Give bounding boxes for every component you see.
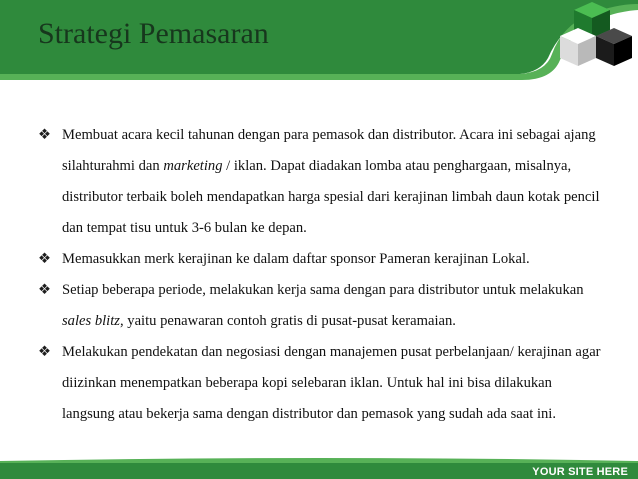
emphasis-text: marketing [163,158,223,174]
bullet-text: Memasukkan merk kerajinan ke dalam daftar sponsor Pameran kerajinan Lokal. [62,251,530,267]
diamond-bullet-icon: ❖ [38,344,52,360]
bullet-text: Melakukan pendekatan dan negosiasi dengan manajemen pusat perbelanjaan/ kerajinan agar diizinkan menempatkan beberapa kopi selebaran iklan. Untuk hal ini bisa dilakukan langsung atau bekerja sama dengan distributor dan pemasok yang sudah ada saat ini. [62,344,601,422]
bullet-item [38,120,608,244]
bullet-list [38,120,608,430]
bullet-text: Membuat acara kecil tahunan dengan para pemasok dan distributor. Acara ini sebagai ajang silahturahmi dan [62,127,596,174]
bullet-text: Setiap beberapa periode, melakukan kerja sama dengan para distributor untuk melakukan [62,282,584,298]
bullet-text: / iklan. Dapat diadakan lomba atau penghargaan, misalnya, distributor terbaik boleh mendapatkan harga spesial dari kerajinan limbah daun kotak pencil dan tempat tisu untuk 3-6 bulan ke depan. [62,158,600,236]
slide-title: Strategi Pemasaran [38,17,269,50]
bullet-text: , yaitu penawaran contoh gratis di pusat-pusat keramaian. [119,313,456,329]
slide-header [0,0,638,82]
emphasis-text: sales blitz [62,313,120,329]
diamond-bullet-icon: ❖ [38,127,52,143]
diamond-bullet-icon: ❖ [38,282,52,298]
bullet-item [38,275,608,337]
bullet-item [38,337,608,430]
cubes-logo-icon [538,0,638,82]
slide-footer [0,451,638,479]
footer-site-text: YOUR SITE HERE [532,466,628,478]
diamond-bullet-icon: ❖ [38,251,52,267]
bullet-item [38,244,608,275]
